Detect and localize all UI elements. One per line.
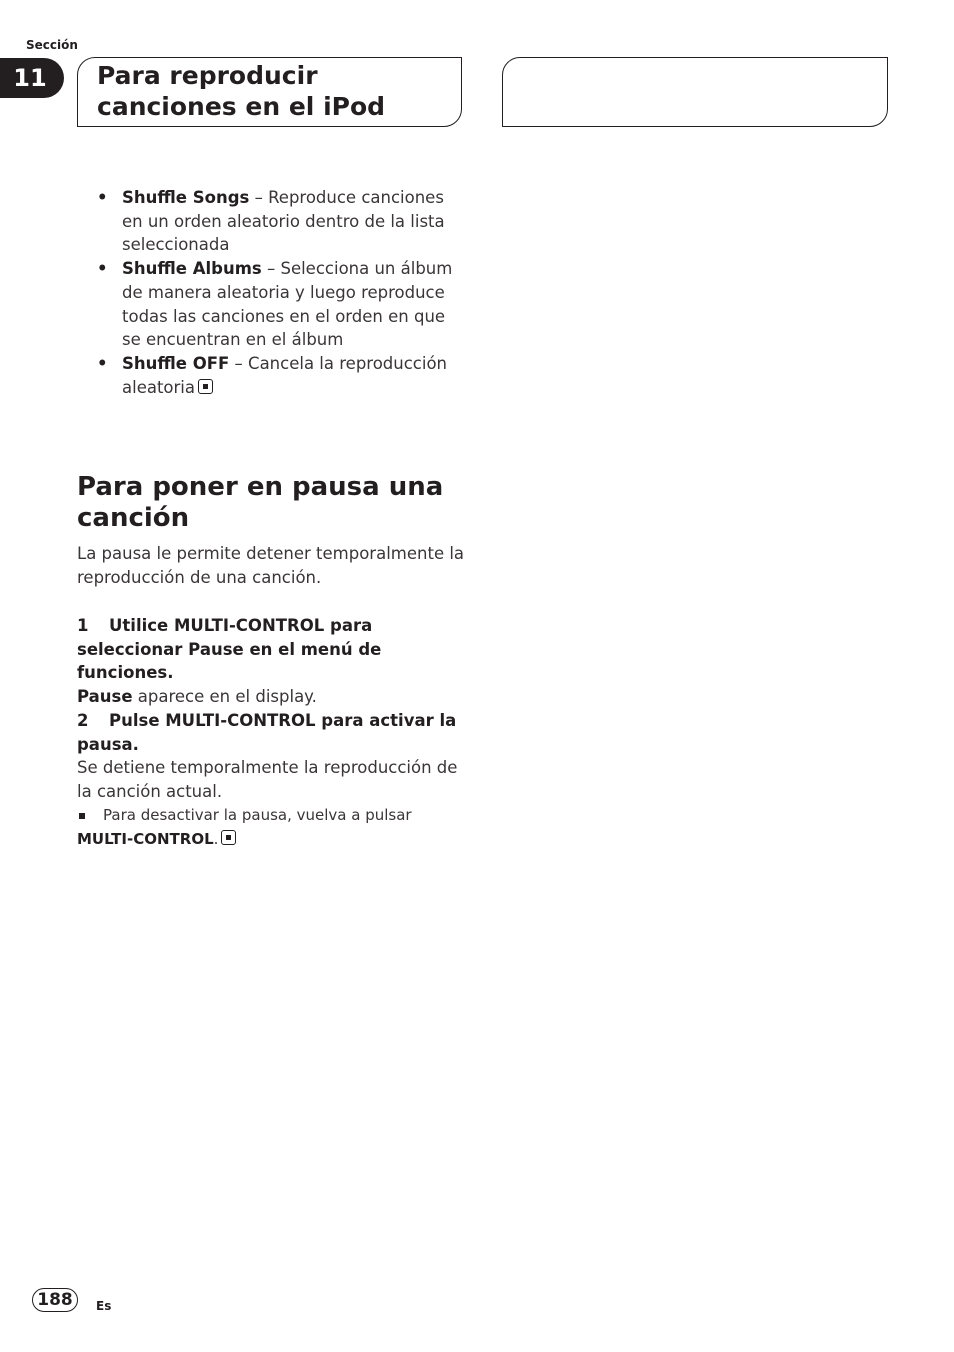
section-label: Sección	[26, 38, 78, 52]
end-of-section-icon	[221, 830, 236, 845]
header-empty-frame	[502, 57, 888, 127]
shuffle-options-list	[77, 186, 467, 399]
pause-intro: La pausa le permite detener temporalmente la reproducción de una canción.	[77, 544, 465, 587]
page-title	[97, 60, 385, 122]
note-term: MULTI-CONTROL	[77, 829, 214, 848]
step-1-result-term: Pause	[77, 687, 133, 707]
page-number: 188	[32, 1288, 78, 1312]
step-1-text: Utilice MULTI-CONTROL para seleccionar Pause en el menú de funciones.	[77, 616, 382, 683]
language-code: Es	[96, 1299, 112, 1313]
bullet-icon: •	[97, 259, 108, 279]
section-number-tab: 11	[0, 58, 64, 98]
step-1-result-text: aparece en el display.	[132, 687, 317, 707]
option-term: Shuffle Albums	[122, 259, 262, 279]
step-1-number: 1	[77, 616, 89, 635]
option-term: Shuffle Songs	[122, 188, 250, 207]
pause-heading-line-1: Para poner en pausa una	[77, 472, 444, 502]
note	[77, 804, 467, 828]
list-item	[77, 352, 467, 399]
step-1	[77, 614, 467, 709]
bullet-icon: •	[97, 188, 108, 207]
option-description: – Cancela la reproducción aleatoria	[122, 353, 448, 397]
step-2-number: 2	[77, 711, 89, 730]
note-end: .	[213, 829, 219, 848]
pause-heading-line-2: canción	[77, 503, 190, 533]
note-square-icon	[79, 813, 85, 819]
end-of-section-icon	[198, 379, 213, 394]
step-2-instruction	[77, 709, 467, 756]
list-item	[77, 186, 467, 257]
page-title-line-2: canciones en el iPod	[97, 92, 386, 121]
step-2	[77, 709, 467, 851]
option-term: Shuffle OFF	[122, 353, 230, 373]
note-continuation	[77, 828, 467, 852]
step-1-result	[77, 685, 467, 709]
option-description: – Reproduce canciones en un orden aleatorio dentro de la lista seleccionada	[122, 188, 445, 255]
list-item	[77, 257, 467, 352]
option-description: – Selecciona un álbum de manera aleatoria y luego reproduce todas las canciones en el orden en que se encuentran en el álbum	[122, 259, 453, 350]
step-2-text: Pulse MULTI-CONTROL para activar la pausa.	[77, 711, 457, 754]
step-1-instruction	[77, 614, 467, 685]
pause-section-heading	[77, 472, 467, 534]
shuffle-options-block	[77, 186, 467, 399]
bullet-icon: •	[97, 353, 108, 373]
step-2-result: Se detiene temporalmente la reproducción de la canción actual.	[77, 758, 458, 802]
page-title-line-1: Para reproducir	[97, 61, 318, 90]
note-text: Para desactivar la pausa, vuelva a pulsar	[103, 805, 412, 824]
